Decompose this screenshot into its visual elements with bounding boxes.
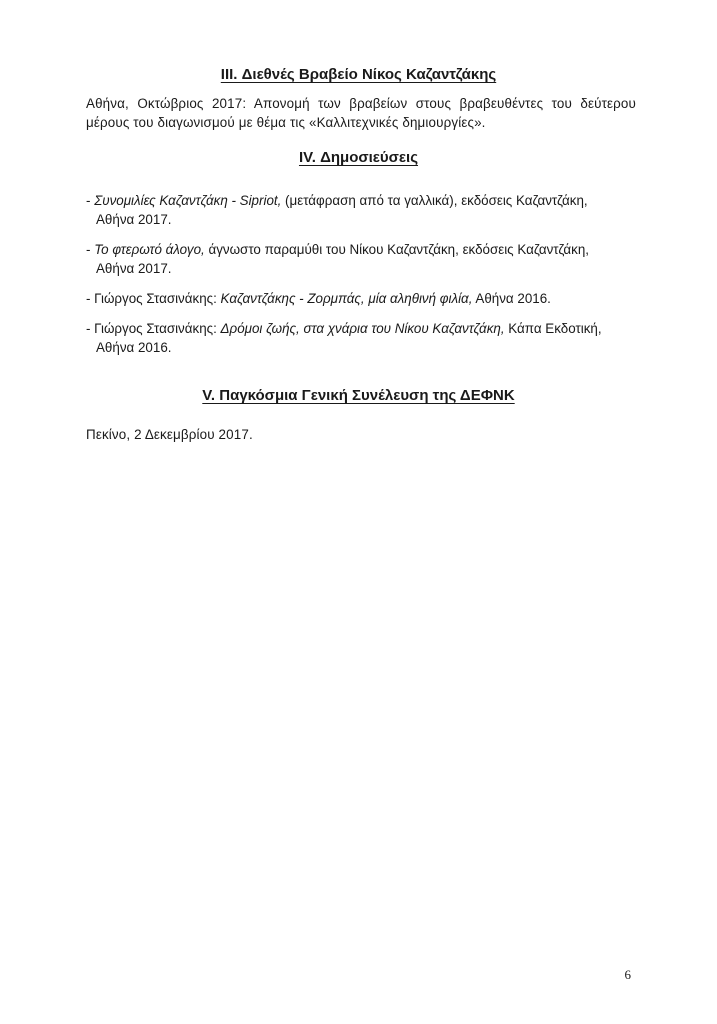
item-line2: Αθήνα 2017. <box>96 212 172 227</box>
publication-item-1 <box>86 191 638 229</box>
section-3-text: Αθήνα, Οκτώβριος 2017: Απονομή των βραβείων στους βραβευθέντες του δεύτερου μέρους του διαγωνισμού με θέμα τις «Καλλιτεχνικές δημιουργίες». <box>86 96 636 130</box>
page-number: 6 <box>624 967 631 982</box>
item-title: Καζαντζάκης - Ζορμπάς, μία αληθινή φιλία, <box>220 291 473 306</box>
publication-item-2 <box>86 240 638 278</box>
item-line2: Αθήνα 2017. <box>96 261 172 276</box>
item-title: Δρόμοι ζωής, στα χνάρια του Νίκου Καζαντζάκη, <box>220 321 505 336</box>
item-prefix: - Γιώργος Στασινάκης: <box>86 321 221 336</box>
item-prefix: - Γιώργος Στασινάκης: <box>86 291 221 306</box>
section-4-heading: IV. Δημοσιεύσεις <box>298 149 419 166</box>
section-5-text: Πεκίνο, 2 Δεκεμβρίου 2017. <box>86 427 253 442</box>
section-3-heading: III. Διεθνές Βραβείο Νίκος Καζαντζάκης <box>220 66 497 83</box>
item-title: Το φτερωτό άλογο, <box>94 242 205 257</box>
section-5-heading: V. Παγκόσμια Γενική Συνέλευση της ΔΕΦΝΚ <box>202 387 515 404</box>
item-rest: άγνωστο παραμύθι του Νίκου Καζαντζάκη, εκδόσεις Καζαντζάκη, <box>204 242 590 257</box>
item-prefix: - <box>86 193 95 208</box>
item-rest: Αθήνα 2016. <box>472 291 551 306</box>
item-rest: Κάπα Εκδοτική, <box>504 321 602 336</box>
publication-item-4 <box>86 319 638 357</box>
item-title: Συνομιλίες Καζαντζάκη - Sipriot, <box>94 193 282 208</box>
publication-item-3 <box>86 289 638 308</box>
item-rest: (μετάφραση από τα γαλλικά), εκδόσεις Καζαντζάκη, <box>281 193 588 208</box>
item-line2: Αθήνα 2016. <box>96 340 172 355</box>
item-prefix: - <box>86 242 95 257</box>
